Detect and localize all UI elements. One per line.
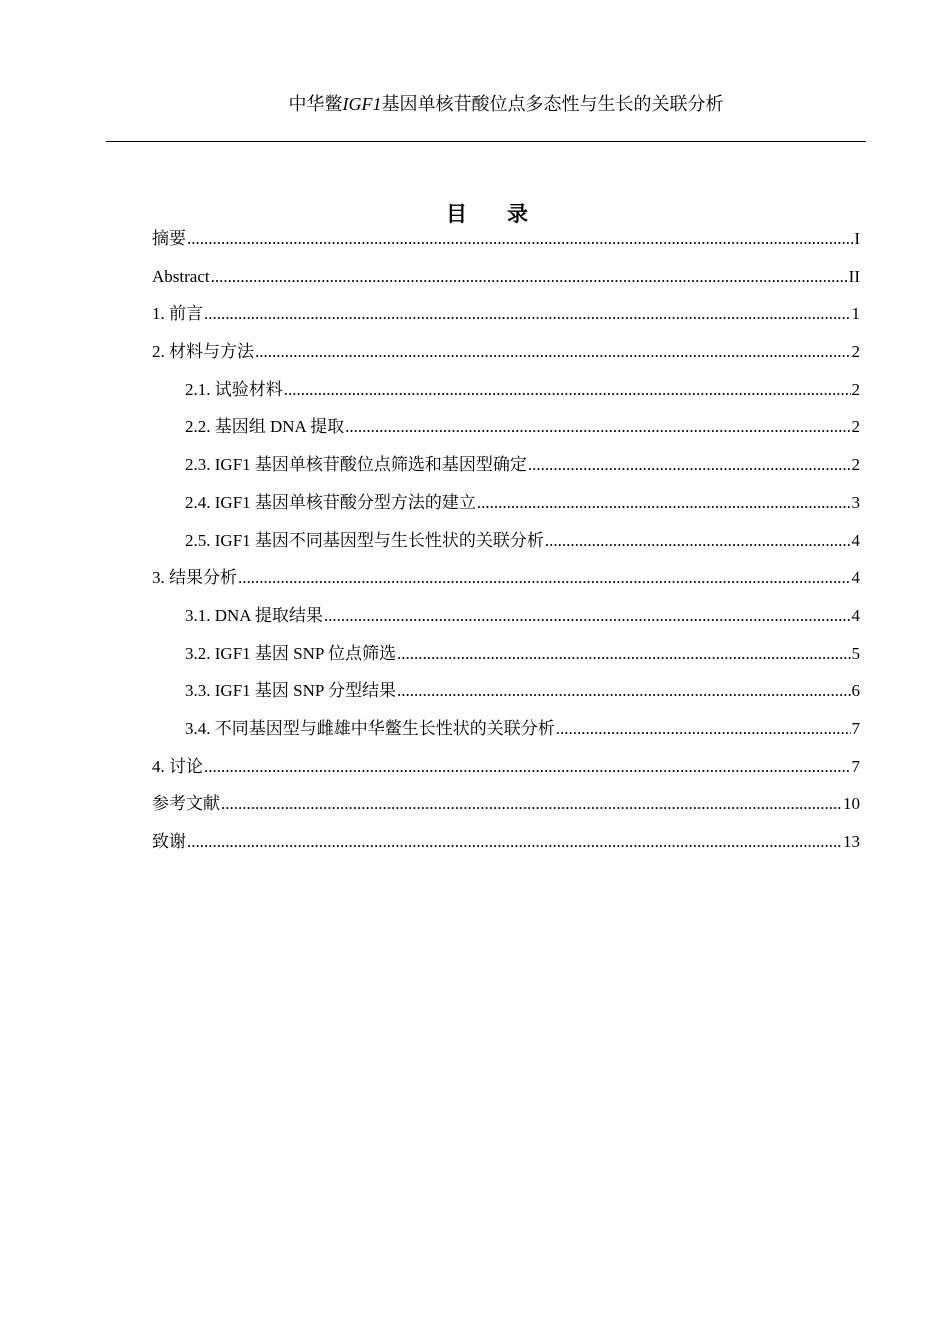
toc-entry-page: 13 <box>843 832 860 851</box>
header-title-suffix: 基因单核苷酸位点多态性与生长的关联分析 <box>381 94 724 114</box>
toc-entry[interactable] <box>152 490 860 528</box>
toc-dot-leader <box>221 791 842 817</box>
toc-entry-text: 3.2. IGF1 基因 SNP 位点筛选 <box>185 643 396 663</box>
toc-entry-page: 2 <box>851 342 860 362</box>
toc-dot-leader <box>187 226 853 252</box>
toc-entry-page: 7 <box>851 756 860 776</box>
toc-entry-page: 2 <box>851 379 860 399</box>
toc-dot-leader <box>397 678 851 704</box>
toc-entry[interactable] <box>152 603 860 641</box>
toc-dot-leader <box>187 829 842 855</box>
toc-entry-page: 5 <box>851 643 860 663</box>
toc-dot-leader <box>397 641 851 667</box>
header-title-prefix: 中华鳖 <box>288 94 343 114</box>
toc-title: 目录 <box>446 202 568 226</box>
toc-entry-text: 3. 结果分析 <box>152 568 237 588</box>
toc-entry-text: Abstract <box>152 266 210 286</box>
toc-entry-text: 3.1. DNA 提取结果 <box>185 605 323 625</box>
toc-entry-text: 2.1. 试验材料 <box>185 379 283 399</box>
toc-dot-leader <box>204 301 851 327</box>
toc-entry-page: 1 <box>851 304 860 324</box>
toc-dot-leader <box>284 377 851 403</box>
toc-entry[interactable] <box>152 791 860 829</box>
toc-entry[interactable] <box>152 301 860 339</box>
toc-entry-page: 10 <box>843 794 860 814</box>
toc-entry[interactable] <box>152 414 860 452</box>
toc-entry-page: 7 <box>851 718 860 738</box>
toc-dot-leader <box>324 603 851 629</box>
toc-dot-leader <box>211 264 848 290</box>
toc-entry-page: 2 <box>851 455 860 475</box>
toc-dot-leader <box>528 452 851 478</box>
toc-entry[interactable] <box>152 226 860 264</box>
toc-entry-page: 4 <box>851 605 860 625</box>
toc-entry-text: 2.5. IGF1 基因不同基因型与生长性状的关联分析 <box>185 530 544 550</box>
toc-entry-text: 致谢 <box>152 832 186 851</box>
running-header <box>0 92 950 116</box>
toc-entry-text: 2.3. IGF1 基因单核苷酸位点筛选和基因型确定 <box>185 455 527 475</box>
toc-entry[interactable] <box>152 377 860 415</box>
toc-entry[interactable] <box>152 452 860 490</box>
header-title-gene: IGF1 <box>342 94 382 114</box>
toc-entry[interactable] <box>152 528 860 566</box>
toc-entry[interactable] <box>152 641 860 679</box>
toc-dot-leader <box>345 414 850 440</box>
toc-entry[interactable] <box>152 264 860 302</box>
toc-entry-page: I <box>854 229 860 248</box>
toc-entry-page: 2 <box>851 417 860 437</box>
toc-entry-page: 6 <box>851 681 860 701</box>
toc-entry-text: 2.2. 基因组 DNA 提取 <box>185 417 345 437</box>
toc-entry-text: 3.3. IGF1 基因 SNP 分型结果 <box>185 681 396 701</box>
toc-entry-page: 4 <box>851 530 860 550</box>
toc-entry-page: 4 <box>851 568 860 588</box>
header-rule <box>106 141 866 142</box>
toc-dot-leader <box>556 716 851 742</box>
toc-entry-text: 2. 材料与方法 <box>152 342 254 362</box>
toc-entry-text: 摘要 <box>152 229 186 248</box>
toc-entry-text: 4. 讨论 <box>152 756 203 776</box>
toc-entry[interactable] <box>152 829 860 867</box>
toc-dot-leader <box>545 528 851 554</box>
toc-entry[interactable] <box>152 754 860 792</box>
toc-entry-text: 2.4. IGF1 基因单核苷酸分型方法的建立 <box>185 492 476 512</box>
toc-dot-leader <box>477 490 851 516</box>
toc-entry[interactable] <box>152 565 860 603</box>
toc-entry-page: II <box>848 266 860 286</box>
toc-entry[interactable] <box>152 678 860 716</box>
toc-entry-text: 3.4. 不同基因型与雌雄中华鳖生长性状的关联分析 <box>185 718 555 738</box>
toc-dot-leader <box>238 565 851 591</box>
toc-entry-page: 3 <box>851 492 860 512</box>
toc-list <box>152 226 860 867</box>
toc-entry-text: 参考文献 <box>152 794 220 814</box>
toc-dot-leader <box>204 754 851 780</box>
toc-dot-leader <box>255 339 851 365</box>
toc-entry[interactable] <box>152 339 860 377</box>
toc-entry-text: 1. 前言 <box>152 304 203 324</box>
toc-entry[interactable] <box>152 716 860 754</box>
